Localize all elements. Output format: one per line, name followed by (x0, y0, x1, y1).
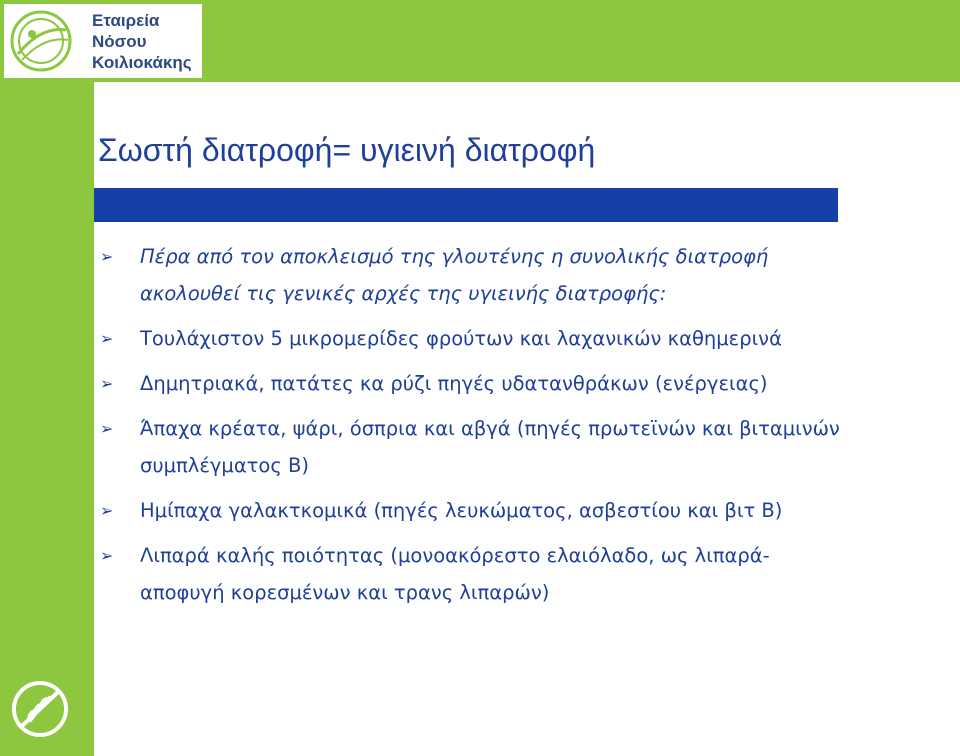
arrowhead-icon: ➢ (100, 419, 114, 438)
list-item-line: Άπαχα κρέατα, ψάρι, όσπρια και αβγά (πηγές πρωτεϊνών και βιταμινών (140, 417, 840, 440)
society-name-line-3: Κοιλιοκάκης (92, 53, 192, 72)
title-underline-bar (94, 188, 838, 222)
no-wheat-icon (8, 678, 72, 740)
list-item-line: ακολουθεί τις γενικές αρχές της υγιεινής διατροφής: (140, 282, 667, 305)
list-item-line: αποφυγή κορεσμένων και τρανς λιπαρών) (140, 581, 550, 604)
list-item-line: Τουλάχιστον 5 μικρομερίδες φρούτων και λαχανικών καθημερινά (140, 327, 782, 350)
arrowhead-icon: ➢ (100, 374, 114, 393)
list-item-line: Πέρα από τον αποκλεισμό της γλουτένης η συνολικής διατροφή (140, 245, 769, 268)
slide-title: Σωστή διατροφή= υγιεινή διατροφή (98, 132, 596, 168)
arrowhead-icon: ➢ (100, 501, 114, 520)
society-name (92, 10, 200, 73)
society-name-line-2: Νόσου (92, 32, 147, 51)
bullet-list (100, 238, 960, 619)
list-item (100, 492, 960, 529)
list-item (100, 365, 960, 402)
list-item (100, 537, 960, 611)
society-logo (4, 4, 202, 78)
arrowhead-icon: ➢ (100, 247, 114, 266)
list-item-line: Λιπαρά καλής ποιότητας (μονοακόρεστο ελαιόλαδο, ως λιπαρά- (140, 544, 770, 567)
list-item-line: συμπλέγματος Β) (140, 454, 309, 477)
arrowhead-icon: ➢ (100, 546, 114, 565)
celiac-society-logo-icon (8, 6, 74, 74)
society-name-line-1: Εταιρεία (92, 11, 160, 30)
left-green-bar (0, 0, 94, 756)
arrowhead-icon: ➢ (100, 329, 114, 348)
list-item-line: Δημητριακά, πατάτες κα ρύζι πηγές υδατανθράκων (ενέργειας) (140, 372, 768, 395)
list-item-line: Ημίπαχα γαλακτκομικά (πηγές λευκώματος, ασβεστίου και βιτ Β) (140, 499, 783, 522)
list-item (100, 320, 960, 357)
list-item (100, 238, 960, 312)
list-item (100, 410, 960, 484)
